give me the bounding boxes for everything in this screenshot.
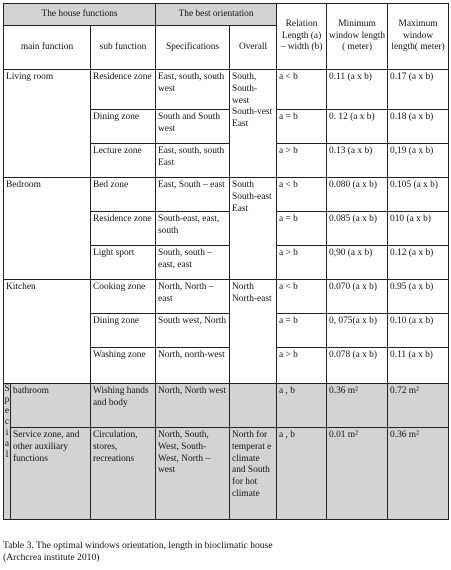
table-row: [4, 280, 449, 314]
specifications-cell: North, South, West, South-West, North – west: [156, 428, 230, 520]
relation-cell: a > b: [277, 246, 327, 280]
overall-cell: North North-east: [230, 280, 277, 384]
max-length-cell: 0.11 (a x b): [388, 348, 449, 384]
max-length-cell: 0.18 (a x b): [388, 110, 449, 144]
min-length-cell: 0.070 (a x b): [327, 280, 388, 314]
table-row: [4, 178, 449, 212]
special-letter: p: [4, 395, 10, 405]
header-house-functions: The house functions: [4, 4, 156, 26]
sub-function-cell: Lecture zone: [91, 144, 156, 178]
min-length-cell: 0, 075(a x b): [327, 314, 388, 348]
min-length-cell: 0.085 (a x b): [327, 212, 388, 246]
special-letter: l: [5, 450, 9, 460]
min-length-cell: 0.11 (a x b): [327, 70, 388, 110]
header-sub-function: sub function: [91, 26, 156, 70]
sub-function-cell: Dining zone: [91, 110, 156, 144]
max-length-cell: 0,19 (a x b): [388, 144, 449, 178]
min-length-cell: 0.13 (a x b): [327, 144, 388, 178]
min-length-cell: 0. 12 (a x b): [327, 110, 388, 144]
relation-cell: a < b: [277, 70, 327, 110]
sub-function-cell: Cooking zone: [91, 280, 156, 314]
overall-cell: [230, 384, 277, 428]
relation-cell: a , b: [277, 428, 327, 520]
header-min-length: Minimum window length ( meter): [327, 4, 388, 70]
caption-line: Table 3. The optimal windows orientation, length in bioclimatic house: [3, 540, 273, 551]
relation-cell: a = b: [277, 212, 327, 246]
specifications-cell: South and South west: [156, 110, 230, 144]
relation-cell: a < b: [277, 280, 327, 314]
specifications-cell: South west, North: [156, 314, 230, 348]
table-row: [4, 70, 449, 110]
relation-cell: a = b: [277, 110, 327, 144]
header-specifications: Specifications: [156, 26, 230, 70]
max-length-cell: 0.72 m²: [388, 384, 449, 428]
specifications-cell: South-east, east, south: [156, 212, 230, 246]
relation-cell: a > b: [277, 348, 327, 384]
overall-cell: South, South-west South-vest East: [230, 70, 277, 178]
special-vertical-label: [4, 384, 11, 520]
specifications-cell: North, North west: [156, 384, 230, 428]
main-function-cell: bathroom: [11, 384, 91, 428]
header-overall: Overall: [230, 26, 277, 70]
sub-function-cell: Residence zone: [91, 212, 156, 246]
sub-function-cell: Washing zone: [91, 348, 156, 384]
sub-function-cell: Bed zone: [91, 178, 156, 212]
min-length-cell: 0.01 m²: [327, 428, 388, 520]
special-letter: c: [4, 417, 10, 427]
special-letter: e: [4, 406, 10, 416]
relation-cell: a = b: [277, 314, 327, 348]
specifications-cell: East, South – east: [156, 178, 230, 212]
header-main-function: main function: [4, 26, 91, 70]
min-length-cell: 0.080 (a x b): [327, 178, 388, 212]
special-letter: S: [4, 384, 10, 394]
max-length-cell: 0.17 (a x b): [388, 70, 449, 110]
specifications-cell: East, south, south East: [156, 144, 230, 178]
caption-source: (Archcrea institute 2010): [3, 552, 100, 563]
max-length-cell: 0.10 (a x b): [388, 314, 449, 348]
main-function-cell: Living room: [4, 70, 91, 178]
header-best-orientation: The best orientation: [156, 4, 277, 26]
orientation-table: [3, 3, 449, 520]
max-length-cell: 0.95 (a x b): [388, 280, 449, 314]
special-letter: i: [5, 428, 9, 438]
max-length-cell: 0.36 m²: [388, 428, 449, 520]
header-max-length: Maximum window length( meter): [388, 4, 449, 70]
min-length-cell: 0,90 (a x b): [327, 246, 388, 280]
min-length-cell: 0.078 (a x b): [327, 348, 388, 384]
min-length-cell: 0.36 m²: [327, 384, 388, 428]
table-row: [4, 428, 449, 520]
specifications-cell: East, south, south west: [156, 70, 230, 110]
specifications-cell: North, north-west: [156, 348, 230, 384]
header-relation: Relation Length (a) – width (b): [277, 4, 327, 70]
max-length-cell: 0.105 (a x b): [388, 178, 449, 212]
sub-function-cell: Wishing hands and body: [91, 384, 156, 428]
table-row: [4, 384, 449, 428]
sub-function-cell: Light sport: [91, 246, 156, 280]
sub-function-cell: Circulation, stores, recreations: [91, 428, 156, 520]
max-length-cell: 0.12 (a x b): [388, 246, 449, 280]
relation-cell: a > b: [277, 144, 327, 178]
sub-function-cell: Residence zone: [91, 70, 156, 110]
max-length-cell: 010 (a x b): [388, 212, 449, 246]
main-function-cell: Bedroom: [4, 178, 91, 280]
specifications-cell: North, North – east: [156, 280, 230, 314]
specifications-cell: South, south – east, east: [156, 246, 230, 280]
main-function-cell: Service zone, and other auxiliary functions: [11, 428, 91, 520]
sub-function-cell: Dining zone: [91, 314, 156, 348]
overall-cell: North for temperat e climate and South for hot climate: [230, 428, 277, 520]
table-caption: [3, 540, 448, 564]
overall-cell: South South-east East: [230, 178, 277, 280]
relation-cell: a < b: [277, 178, 327, 212]
relation-cell: a , b: [277, 384, 327, 428]
main-function-cell: Kitchen: [4, 280, 91, 384]
special-letter: a: [4, 439, 10, 449]
